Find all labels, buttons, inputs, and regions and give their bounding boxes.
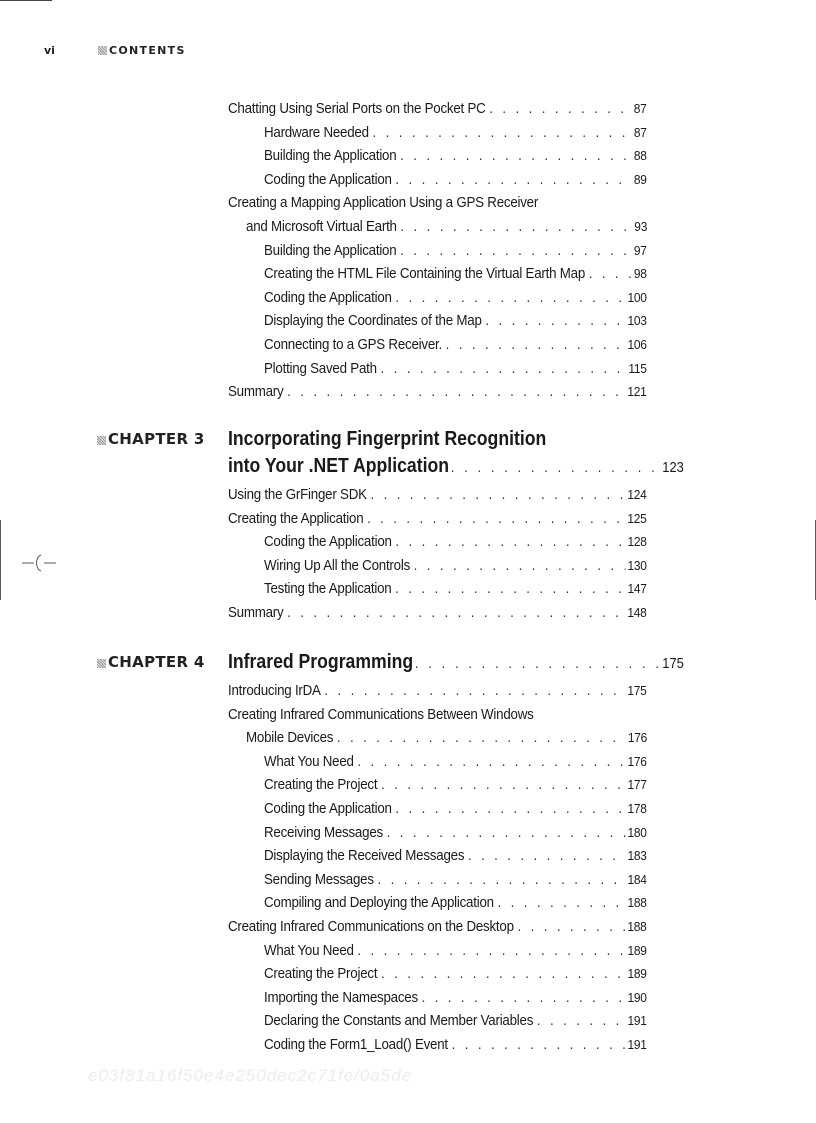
page-number: 130	[627, 557, 647, 573]
toc-subentry[interactable]	[264, 752, 647, 772]
dot-leader	[395, 579, 625, 599]
dot-leader	[367, 509, 625, 529]
toc-subentry[interactable]	[264, 532, 647, 552]
dot-leader	[517, 917, 625, 937]
page-number: 97	[633, 242, 647, 258]
entry-title: Mobile Devices	[246, 730, 334, 747]
dot-leader	[415, 651, 661, 675]
dot-leader	[395, 170, 632, 190]
toc-entry[interactable]	[228, 99, 647, 119]
dot-leader	[452, 1035, 626, 1055]
toc-subentry[interactable]	[264, 288, 647, 308]
dot-leader	[589, 264, 632, 284]
page-number: 189	[627, 966, 647, 982]
toc-subentry[interactable]	[264, 1011, 647, 1031]
entry-title: Creating the Project	[264, 777, 378, 794]
entry-title: Coding the Application	[264, 171, 392, 188]
toc-subentry[interactable]	[264, 870, 647, 890]
dot-leader	[373, 123, 633, 143]
dot-leader	[395, 532, 625, 552]
entry-title: Plotting Saved Path	[264, 360, 377, 377]
page-number: 128	[627, 534, 647, 550]
entry-title: Creating Infrared Communications on the Desktop	[228, 919, 514, 935]
page-number: 191	[627, 1013, 647, 1029]
dot-leader	[446, 335, 626, 355]
page-number: 124	[627, 487, 647, 502]
section-title: CONTENTS	[98, 44, 186, 57]
toc-subentry[interactable]	[264, 799, 647, 819]
page-number: 191	[627, 1037, 647, 1052]
page-number: 98	[633, 266, 647, 282]
toc-subentry[interactable]	[264, 1035, 647, 1055]
dot-leader	[377, 870, 625, 890]
entry-title: What You Need	[264, 753, 354, 770]
entry-title: Hardware Needed	[264, 124, 369, 141]
chapter-title[interactable]	[228, 453, 684, 479]
page-number: 106	[627, 337, 647, 352]
entry-title: Summary	[228, 605, 284, 621]
chapter-title[interactable]	[228, 649, 684, 675]
page-number: 88	[633, 148, 647, 164]
toc-entry[interactable]	[228, 681, 647, 701]
entry-title: Summary	[228, 384, 284, 401]
entry-title: Introducing IrDA	[228, 683, 321, 699]
toc-subentry[interactable]	[264, 775, 647, 795]
watermark: e03f81a16f50e4e250dec2c71fe/0a5de	[88, 1066, 413, 1085]
toc-subentry[interactable]	[264, 123, 647, 143]
toc-subentry[interactable]	[264, 241, 647, 261]
dot-leader	[357, 752, 625, 772]
top-rule	[0, 0, 52, 1]
dot-leader	[395, 799, 625, 819]
entry-title: Connecting to a GPS Receiver.	[264, 337, 442, 353]
dot-leader	[485, 311, 625, 331]
page-number: 189	[627, 942, 647, 958]
page-number: 190	[627, 989, 647, 1005]
toc-entry[interactable]: Creating a Mapping Application Using a GPS Receiver	[228, 195, 539, 212]
dot-leader	[287, 382, 625, 402]
page-number: 125	[627, 510, 647, 526]
toc-entry[interactable]	[228, 917, 647, 937]
page-number: 178	[627, 801, 647, 816]
page-number: 177	[627, 777, 647, 793]
entry-title: Receiving Messages	[264, 824, 383, 841]
page-number: 100	[627, 289, 647, 305]
toc-subentry[interactable]	[264, 170, 647, 190]
entry-title: Coding the Form1_Load() Event	[264, 1037, 448, 1053]
page-number: 93	[634, 219, 648, 234]
dot-leader	[451, 455, 661, 479]
toc-subentry[interactable]	[264, 311, 647, 331]
entry-title: Chatting Using Serial Ports on the Pocket PC	[228, 101, 486, 117]
page-number: 148	[627, 605, 647, 620]
entry-title: Compiling and Deploying the Application	[264, 895, 494, 912]
dot-leader	[381, 964, 626, 984]
entry-title: Declaring the Constants and Member Variables	[264, 1013, 534, 1030]
dot-leader	[537, 1011, 626, 1031]
toc-entry[interactable]	[228, 509, 647, 529]
dot-leader	[381, 775, 626, 795]
dot-leader	[380, 359, 626, 379]
chapter-label	[97, 429, 205, 449]
dot-leader	[489, 99, 632, 119]
chapter-label	[97, 652, 205, 672]
toc-subentry[interactable]	[264, 264, 647, 284]
entry-title: Building the Application	[264, 242, 397, 259]
entry-title: Displaying the Received Messages	[264, 848, 465, 865]
dot-leader	[324, 681, 625, 701]
toc-entry-continued[interactable]	[246, 217, 647, 237]
chapter-title-text: into Your .NET Application	[228, 454, 450, 477]
dot-leader	[422, 988, 626, 1008]
dot-leader	[337, 728, 626, 748]
page-number: 188	[627, 919, 647, 934]
page-number: 103	[627, 313, 647, 329]
dot-leader	[468, 846, 626, 866]
page-number: 147	[627, 581, 647, 597]
page-number: 87	[633, 101, 647, 116]
entry-title: Using the GrFinger SDK	[228, 487, 367, 503]
toc-entry[interactable]: Creating Infrared Communications Between Windows	[228, 706, 534, 723]
dot-leader	[498, 893, 626, 913]
dot-leader	[395, 288, 625, 308]
page-number: 180	[627, 824, 647, 840]
page-number: 87	[633, 124, 647, 140]
page-number: 175	[662, 655, 684, 672]
page-number: 115	[628, 360, 647, 376]
page-number: 175	[627, 683, 647, 698]
square-bullet-icon	[97, 436, 106, 445]
dot-leader	[357, 941, 625, 961]
entry-title: and Microsoft Virtual Earth	[246, 219, 397, 235]
toc-entry[interactable]	[228, 603, 647, 623]
dot-leader	[400, 217, 632, 237]
entry-title: Testing the Application	[264, 581, 392, 598]
toc-subentry[interactable]	[264, 359, 647, 379]
dot-leader	[414, 556, 626, 576]
page-number: 123	[662, 459, 684, 476]
toc-subentry[interactable]	[264, 146, 647, 166]
dot-leader	[400, 146, 632, 166]
chapter-number: CHAPTER 4	[108, 653, 205, 671]
square-bullet-icon	[97, 659, 106, 668]
entry-title: Coding the Application	[264, 289, 392, 306]
page-number: 184	[627, 871, 647, 887]
toc-subentry[interactable]	[264, 964, 647, 984]
page-number: 183	[627, 848, 647, 864]
page-number: 89	[633, 171, 647, 187]
entry-title: Creating the Application	[228, 510, 364, 527]
entry-title: Coding the Application	[264, 534, 392, 551]
entry-title: Displaying the Coordinates of the Map	[264, 313, 482, 330]
page-number: vi	[44, 44, 55, 57]
page-number: 121	[627, 384, 647, 400]
page-number: 176	[627, 753, 647, 769]
toc-entry[interactable]	[228, 382, 647, 402]
page-number: 188	[627, 895, 647, 911]
entry-title: Wiring Up All the Controls	[264, 557, 411, 574]
page-number: 176	[627, 730, 648, 746]
toc-subentry[interactable]	[264, 335, 647, 355]
entry-title: Creating the HTML File Containing the Virtual Earth Map	[264, 266, 586, 283]
dot-leader	[370, 485, 625, 505]
chapter-number: CHAPTER 3	[108, 430, 205, 448]
entry-title: Building the Application	[264, 148, 397, 165]
chapter-title-text: Infrared Programming	[228, 650, 414, 673]
toc-entry-continued[interactable]	[246, 728, 647, 748]
dot-leader	[287, 603, 625, 623]
crop-mark-icon	[22, 554, 62, 572]
toc-subentry[interactable]	[264, 556, 647, 576]
entry-title: Importing the Namespaces	[264, 989, 418, 1006]
left-margin-rule	[0, 520, 1, 600]
toc-subentry[interactable]	[264, 988, 647, 1008]
toc-subentry[interactable]	[264, 941, 647, 961]
square-bullet-icon	[98, 46, 107, 55]
toc-subentry[interactable]	[264, 893, 647, 913]
entry-title: Coding the Application	[264, 801, 392, 817]
toc-subentry[interactable]	[264, 823, 647, 843]
chapter-title[interactable]: Incorporating Fingerprint Recognition	[228, 427, 547, 450]
entry-title: Sending Messages	[264, 871, 374, 888]
entry-title: Creating the Project	[264, 966, 378, 983]
entry-title: What You Need	[264, 942, 354, 959]
dot-leader	[387, 823, 626, 843]
toc-subentry[interactable]	[264, 579, 647, 599]
toc-entry[interactable]	[228, 485, 647, 505]
toc-subentry[interactable]	[264, 846, 647, 866]
dot-leader	[400, 241, 632, 261]
